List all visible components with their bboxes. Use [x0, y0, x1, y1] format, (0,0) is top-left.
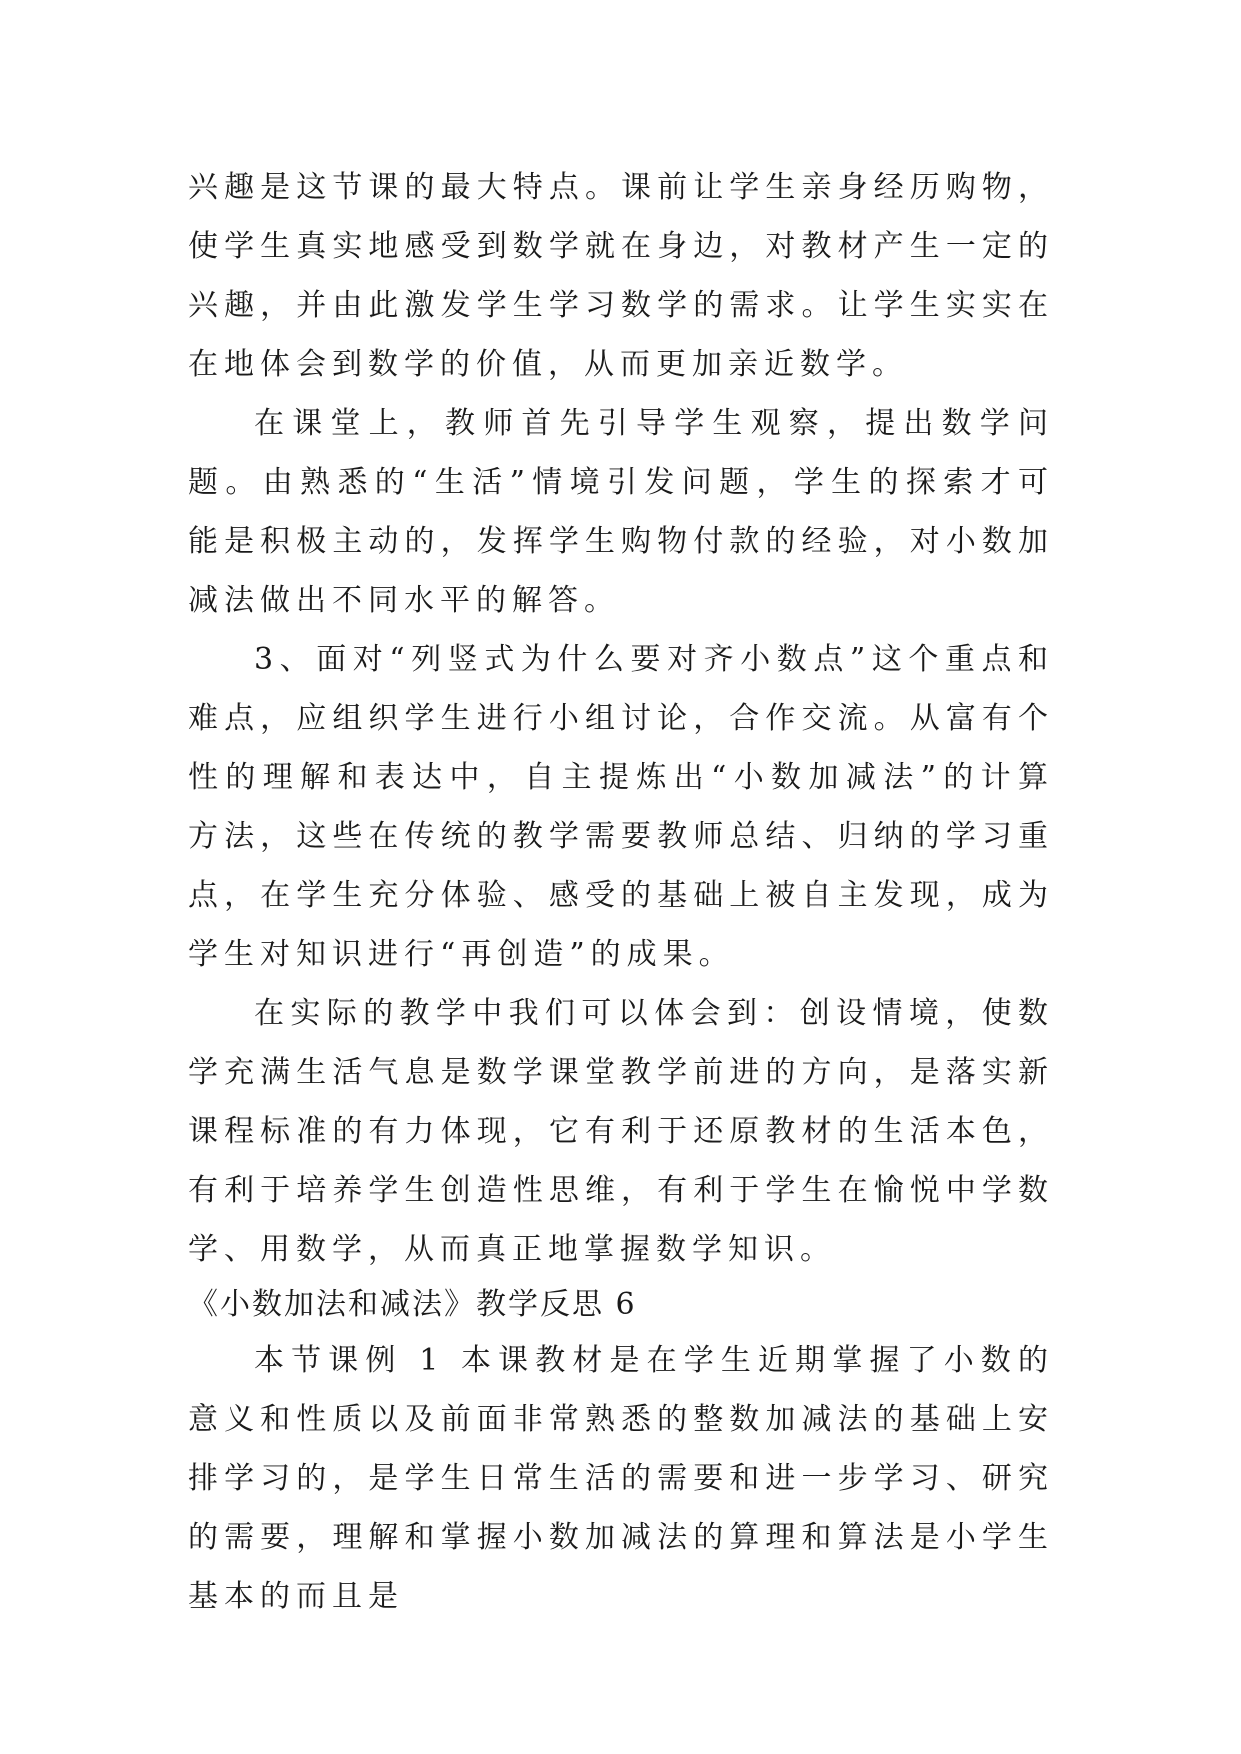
body-paragraph: 在实际的教学中我们可以体会到：创设情境，使数学充满生活气息是数学课堂教学前进的方向，是落实新课程标准的有力体现，它有利于还原教材的生活本色，有利于培养学生创造性思维，有利于学生在愉悦中学数学、用数学，从而真正地掌握数学知识。	[188, 996, 1054, 1267]
body-paragraph: 在课堂上，教师首先引导学生观察，提出数学问题。由熟悉的“生活”情境引发问题，学生的探索才可能是积极主动的，发挥学生购物付款的经验，对小数加减法做出不同水平的解答。	[188, 406, 1054, 618]
body-paragraph: 兴趣是这节课的最大特点。课前让学生亲身经历购物，使学生真实地感受到数学就在身边，对教材产生一定的兴趣，并由此激发学生学习数学的需求。让学生实实在在地体会到数学的价值，从而更加亲近数学。	[188, 170, 1054, 382]
section-title: 《小数加法和减法》教学反思 6	[188, 1287, 637, 1322]
body-paragraph: 3、面对“列竖式为什么要对齐小数点”这个重点和难点，应组织学生进行小组讨论，合作交流。从富有个性的理解和表达中，自主提炼出“小数加减法”的计算方法，这些在传统的教学需要教师总结、归纳的学习重点，在学生充分体验、感受的基础上被自主发现，成为学生对知识进行“再创造”的成果。	[188, 642, 1054, 972]
document-page	[188, 158, 1054, 1626]
body-paragraph: 本节课例 1 本课教材是在学生近期掌握了小数的意义和性质以及前面非常熟悉的整数加减法的基础上安排学习的，是学生日常生活的需要和进一步学习、研究的需要，理解和掌握小数加减法的算理和算法是小学生基本的而且是	[188, 1343, 1054, 1614]
